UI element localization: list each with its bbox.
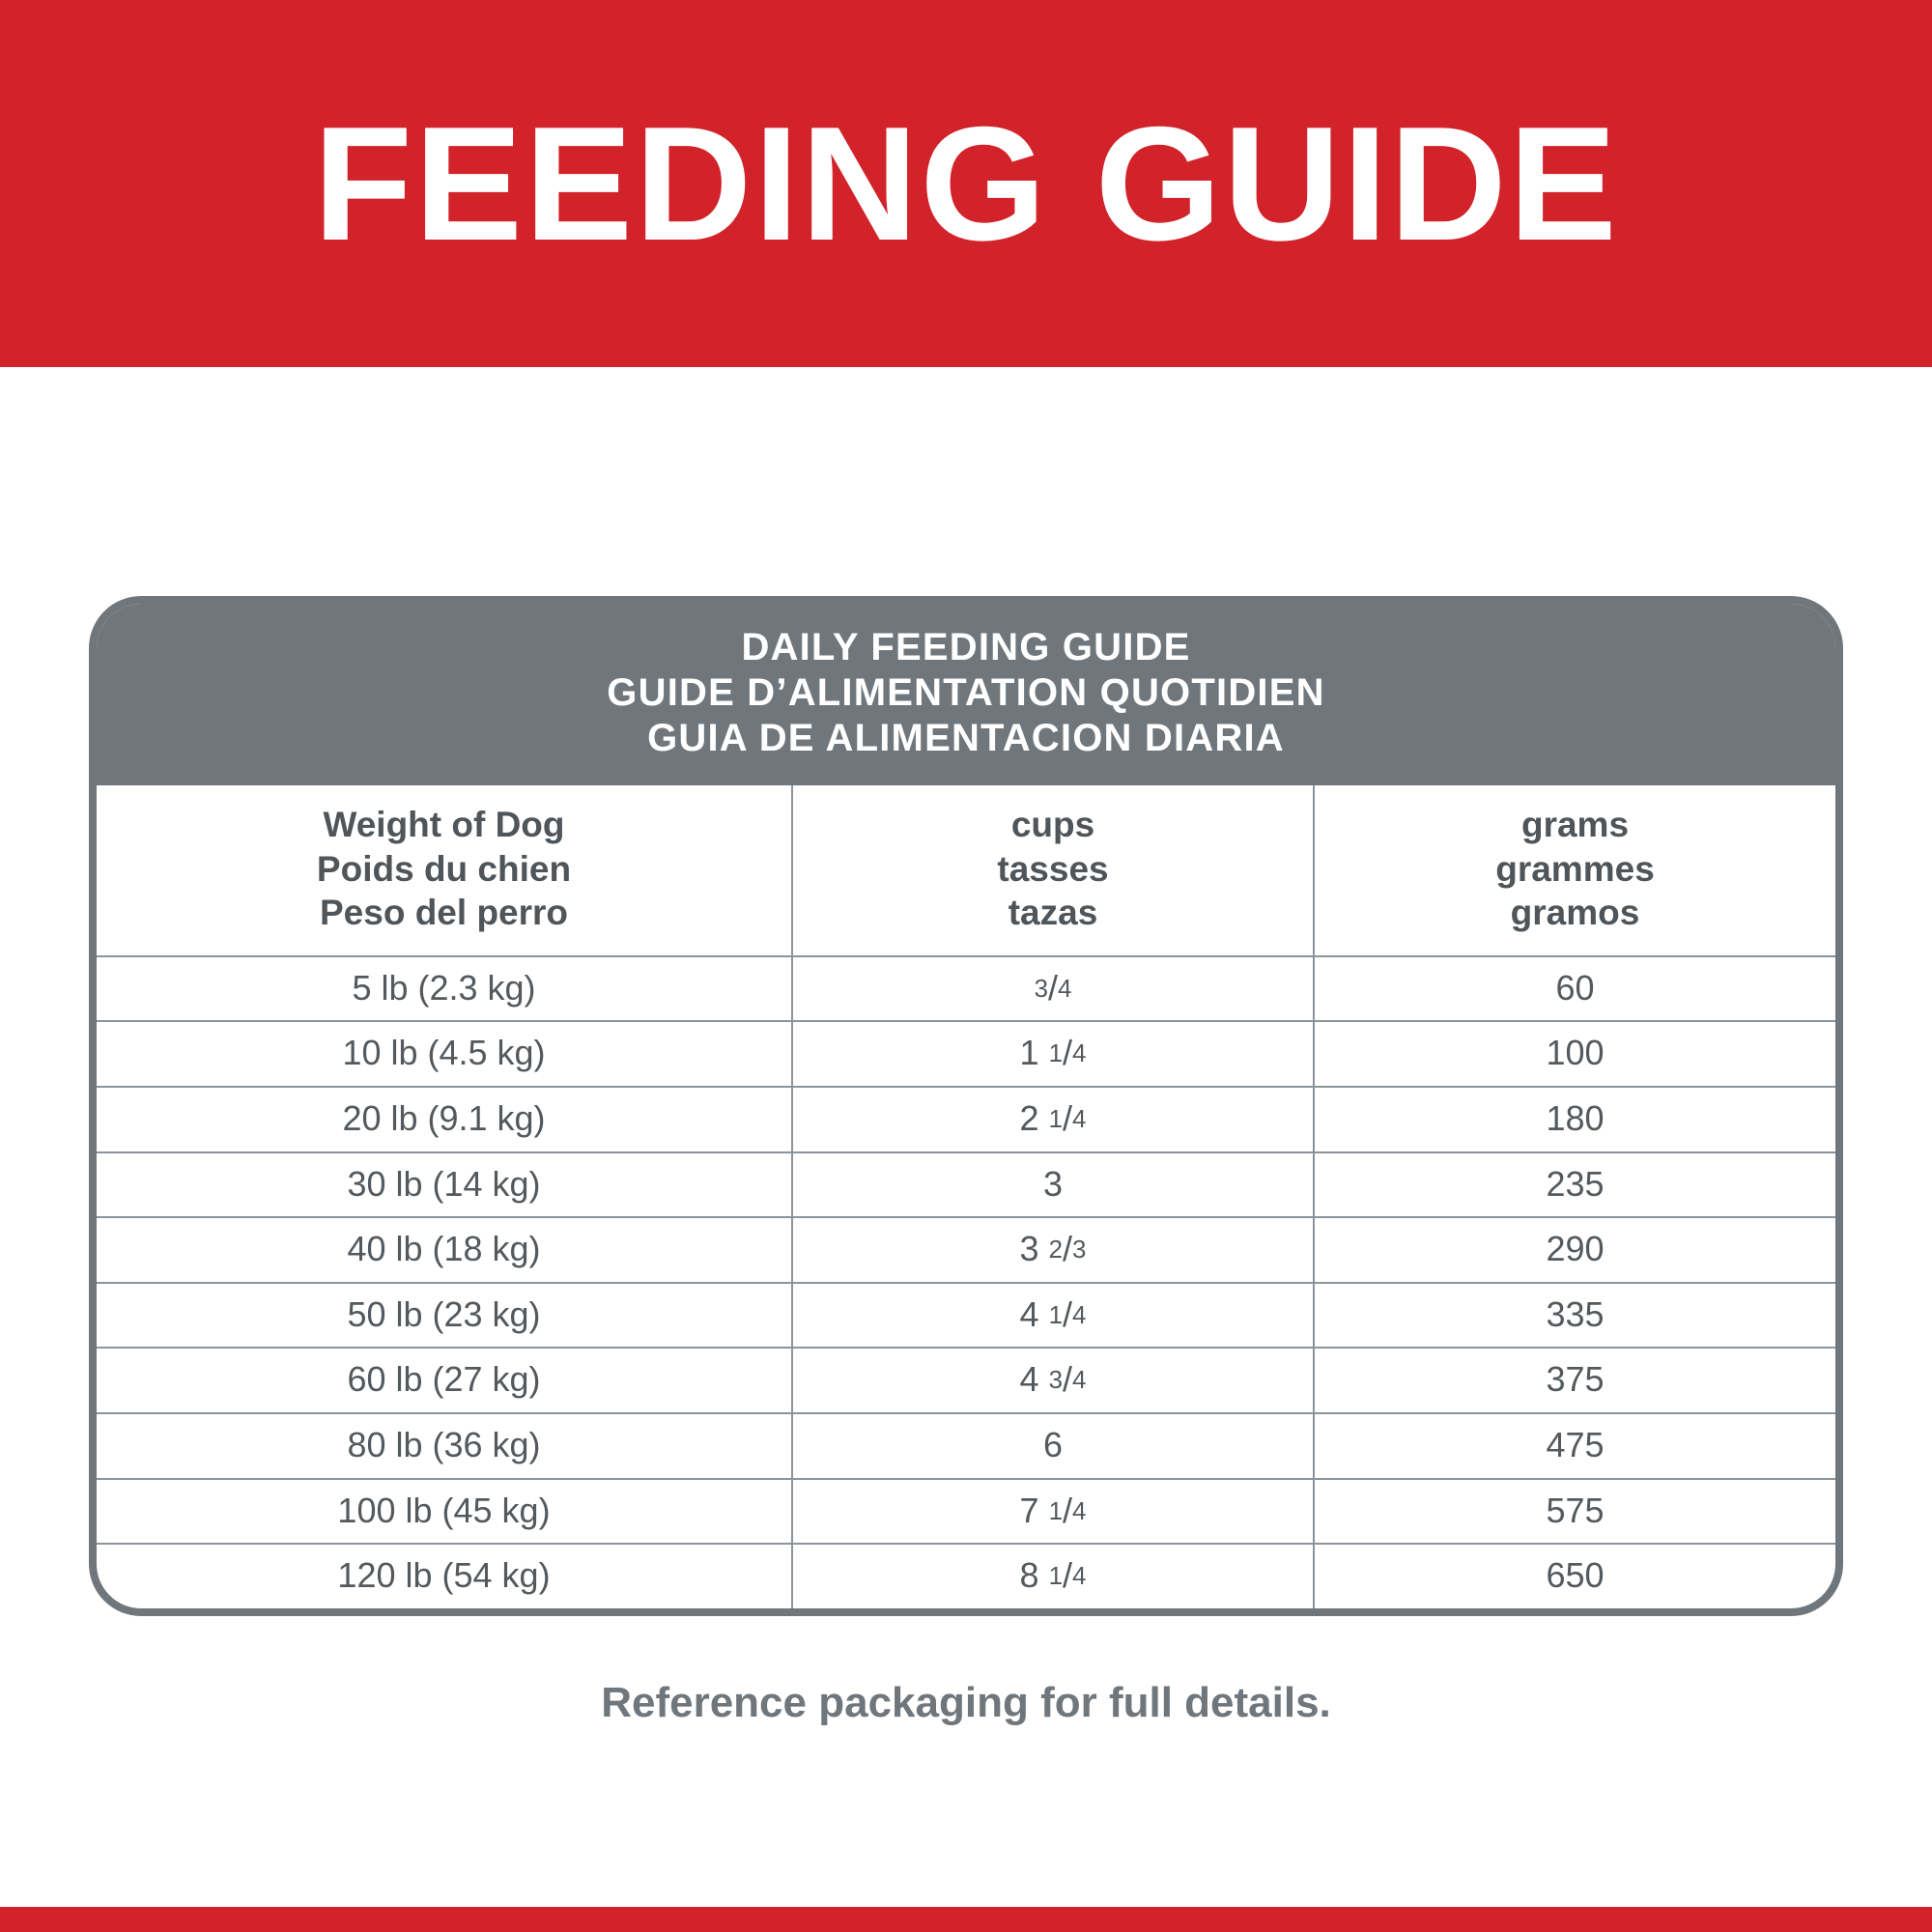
table-row <box>97 1021 1835 1087</box>
cell-grams: 575 <box>1314 1479 1835 1545</box>
header-line-es: GUIA DE ALIMENTACION DIARIA <box>647 716 1285 759</box>
cell-grams: 180 <box>1314 1087 1835 1152</box>
cell-cups: 6 <box>792 1413 1314 1479</box>
column-header-weight <box>97 785 792 955</box>
column-header-weight-en: Weight of Dog <box>323 805 565 845</box>
cell-weight: 30 lb (14 kg) <box>97 1152 792 1218</box>
header-line-en: DAILY FEEDING GUIDE <box>741 626 1191 668</box>
cell-grams: 475 <box>1314 1413 1835 1479</box>
table-row <box>97 1217 1835 1283</box>
cell-weight: 50 lb (23 kg) <box>97 1283 792 1349</box>
cell-cups: 3 2/3 <box>792 1217 1314 1283</box>
cell-weight: 5 lb (2.3 kg) <box>97 956 792 1022</box>
table-row <box>97 1283 1835 1349</box>
footer-strip <box>0 1907 1932 1932</box>
cell-weight: 10 lb (4.5 kg) <box>97 1021 792 1087</box>
cell-cups: 3/4 <box>792 956 1314 1022</box>
table-row <box>97 1544 1835 1608</box>
column-header-cups-fr: tasses <box>997 848 1109 889</box>
table-row <box>97 1479 1835 1545</box>
cell-cups: 4 3/4 <box>792 1348 1314 1413</box>
table-body <box>97 956 1835 1608</box>
table-row <box>97 1152 1835 1218</box>
page-title: FEEDING GUIDE <box>313 93 1619 274</box>
column-header-cups <box>792 785 1314 955</box>
cell-weight: 120 lb (54 kg) <box>97 1544 792 1608</box>
reference-note: Reference packaging for full details. <box>601 1679 1331 1726</box>
table-row <box>97 1087 1835 1152</box>
column-header-grams-en: grams <box>1520 805 1630 845</box>
table-header-row <box>97 785 1835 955</box>
cell-cups: 3 <box>792 1152 1314 1218</box>
feeding-guide-banner <box>0 0 1932 367</box>
table-row <box>97 956 1835 1022</box>
cell-weight: 60 lb (27 kg) <box>97 1348 792 1413</box>
cell-cups: 1 1/4 <box>792 1021 1314 1087</box>
cell-grams: 335 <box>1314 1283 1835 1349</box>
cell-grams: 650 <box>1314 1544 1835 1608</box>
cell-grams: 100 <box>1314 1021 1835 1087</box>
daily-feeding-guide-card <box>89 596 1843 1616</box>
cell-grams: 60 <box>1314 956 1835 1022</box>
column-header-grams-fr: grammes <box>1495 848 1655 889</box>
column-header-weight-es: Peso del perro <box>319 892 569 932</box>
cell-cups: 7 1/4 <box>792 1479 1314 1545</box>
table-row <box>97 1413 1835 1479</box>
cell-grams: 375 <box>1314 1348 1835 1413</box>
cell-weight: 40 lb (18 kg) <box>97 1217 792 1283</box>
column-header-cups-es: tazas <box>1008 892 1098 932</box>
cell-weight: 80 lb (36 kg) <box>97 1413 792 1479</box>
table-header <box>97 785 1835 955</box>
card-header <box>97 604 1835 785</box>
feeding-guide-table <box>97 785 1835 1607</box>
cell-weight: 100 lb (45 kg) <box>97 1479 792 1545</box>
table-row <box>97 1348 1835 1413</box>
cell-cups: 2 1/4 <box>792 1087 1314 1152</box>
column-header-grams <box>1314 785 1835 955</box>
header-line-fr: GUIDE D’ALIMENTATION QUOTIDIEN <box>607 670 1325 714</box>
cell-weight: 20 lb (9.1 kg) <box>97 1087 792 1152</box>
cell-cups: 4 1/4 <box>792 1283 1314 1349</box>
cell-grams: 235 <box>1314 1152 1835 1218</box>
column-header-weight-fr: Poids du chien <box>316 848 572 889</box>
column-header-cups-en: cups <box>1010 805 1095 845</box>
column-header-grams-es: gramos <box>1510 892 1640 932</box>
cell-cups: 8 1/4 <box>792 1544 1314 1608</box>
cell-grams: 290 <box>1314 1217 1835 1283</box>
